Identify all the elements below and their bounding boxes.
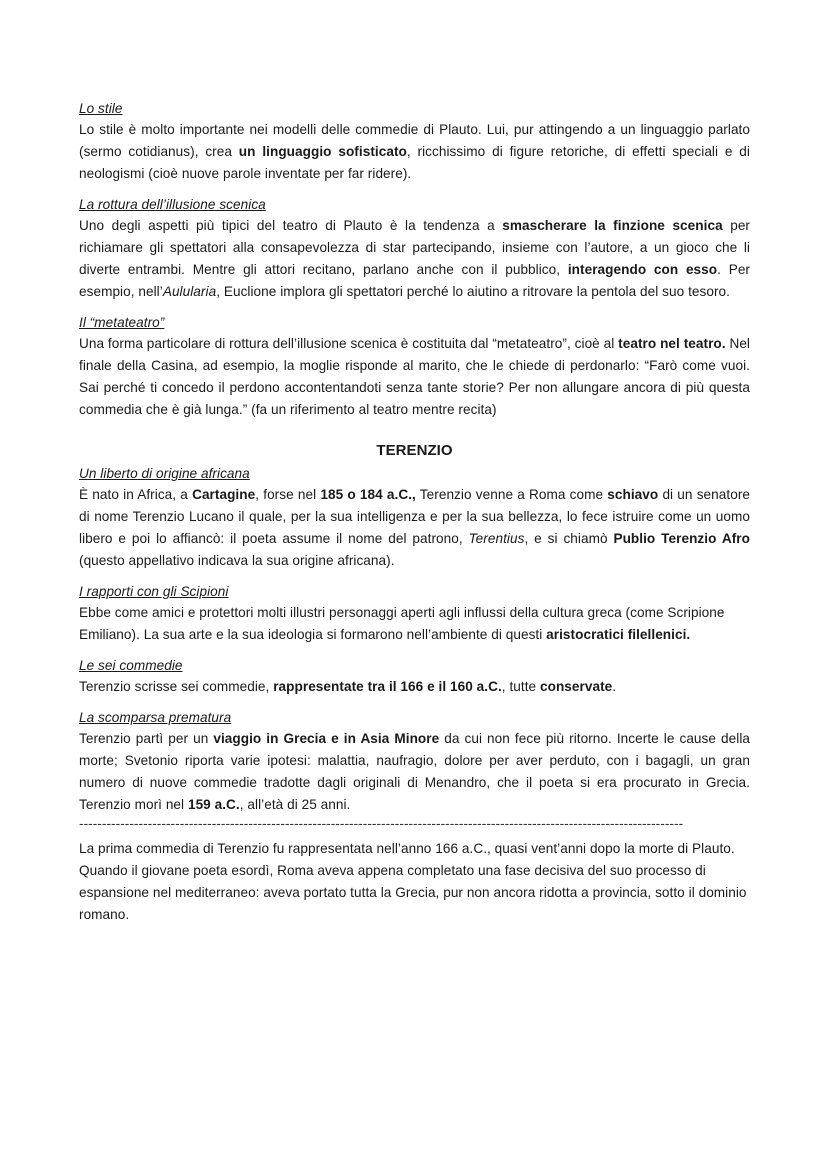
bold-text: Cartagine	[192, 487, 256, 502]
text-run: Lo stile è molto importante nei modelli delle commedie di Plauto. Lui, pur attingendo a un linguaggio parlato (sermo cotidianus), crea	[79, 122, 750, 159]
section-body	[79, 728, 750, 816]
separator-line: ------------------------------------------------------------------------------------------------------------------------------------	[79, 816, 684, 831]
chapter-title: TERENZIO	[376, 442, 453, 459]
text-run: da cui non fece più ritorno. Incerte le cause della morte; Svetonio riporta varie ipotesi: malattia, naufragio, dolore per aver perduto, con i bagagli, un gran numero di nuove commedie tradotte dagli originali di Menandro, che il poeta si era procurato in Grecia. Terenzio morì nel	[79, 731, 750, 812]
section-rottura-illusione	[79, 195, 750, 303]
section-body	[79, 602, 750, 646]
document-page	[79, 99, 750, 926]
section-heading: La scomparsa prematura	[79, 710, 232, 725]
italic-text: Aulularia	[162, 284, 217, 299]
text-run: Terenzio venne a Roma come	[415, 487, 608, 502]
bold-text: viaggio in Grecia e in Asia Minore	[213, 731, 440, 746]
section-body	[79, 333, 750, 421]
text-run: Terenzio partì per un	[79, 731, 214, 746]
text-run: Ebbe come amici e protettori molti illustri personaggi aperti agli influssi della cultura greca (come Scripione Emiliano). La sua arte e la sua ideologia si formarono nell’ambiente di questi	[79, 605, 725, 642]
section-heading: La rottura dell’illusione scenica	[79, 197, 266, 212]
text-run: di un senatore di nome Terenzio Lucano il quale, per la sua intelligenza e per la sua bellezza, lo fece istruire come un uomo libero e poi lo affiancò: il poeta assume il nome del patrono,	[79, 487, 751, 546]
bold-text: aristocratici filellenici.	[546, 627, 691, 642]
text-run: Uno degli aspetti più tipici del teatro di Plauto è la tendenza a	[79, 218, 503, 233]
bold-text: un linguaggio sofisticato	[238, 144, 407, 159]
italic-text: Terentius	[468, 531, 525, 546]
section-liberto	[79, 464, 750, 572]
text-run: , e si chiamò	[524, 531, 614, 546]
bold-text: conservate	[539, 679, 613, 694]
section-body	[79, 119, 750, 185]
bold-text: teatro nel teatro.	[618, 336, 726, 351]
text-run: (questo appellativo indicava la sua origine africana).	[79, 553, 395, 568]
text-run: . Per esempio, nell’	[79, 262, 751, 299]
text-run: Terenzio scrisse sei commedie,	[79, 679, 274, 694]
bold-text: rappresentate tra il 166 e il 160 a.C.	[273, 679, 502, 694]
section-sei-commedie	[79, 656, 750, 698]
section-scomparsa	[79, 708, 750, 816]
section-metateatro	[79, 313, 750, 421]
text-run: , ricchissimo di figure retoriche, di effetti speciali e di neologismi (cioè nuove parole inventate per far ridere).	[79, 144, 750, 181]
bold-text: schiavo	[607, 487, 659, 502]
text-run: per richiamare gli spettatori alla consapevolezza di star partecipando, insieme con l’autore, a un gioco che li diverte entrambi. Mentre gli attori recitano, parlano anche con il pubblico,	[79, 218, 751, 277]
section-body	[79, 484, 750, 572]
text-run: , forse nel	[255, 487, 321, 502]
section-heading: Lo stile	[79, 101, 123, 116]
section-body	[79, 215, 750, 303]
section-heading: Il “metateatro”	[79, 315, 165, 330]
section-heading: Un liberto di origine africana	[79, 466, 250, 481]
bold-text: interagendo con esso	[567, 262, 718, 277]
text-run: , Euclione implora gli spettatori perché lo aiutino a ritrovare la pentola del suo tesoro.	[216, 284, 730, 299]
section-scipioni	[79, 582, 750, 646]
bold-text: 185 o 184 a.C.,	[320, 487, 416, 502]
bold-text: Publio Terenzio Afro	[613, 531, 750, 546]
section-heading: Le sei commedie	[79, 658, 183, 673]
text-run: .	[612, 679, 617, 694]
section-heading: I rapporti con gli Scipioni	[79, 584, 229, 599]
text-run: , tutte	[501, 679, 540, 694]
text-run: Nel finale della Casina, ad esempio, la moglie risponde al marito, che le chiede di perdonarlo: “Farò come vuoi. Sai perché ti concedo il perdono accontentandoti senza tante storie? Per non allungare ancora di più questa commedia che è già lunga.” (fa un riferimento al teatro mentre recita)	[79, 336, 750, 417]
section-lo-stile	[79, 99, 750, 185]
text-run: Una forma particolare di rottura dell’illusione scenica è costituita dal “metateatro”, cioè al	[79, 336, 619, 351]
section-body	[79, 676, 750, 698]
text-run: , all’età di 25 anni.	[239, 797, 351, 812]
bold-text: 159 a.C.	[187, 797, 240, 812]
bold-text: smascherare la finzione scenica	[502, 218, 723, 233]
text-run: È nato in Africa, a	[79, 487, 193, 502]
closing-paragraph: La prima commedia di Terenzio fu rappresentata nell’anno 166 a.C., quasi vent’anni dopo la morte di Plauto. Quando il giovane poeta esordì, Roma aveva appena completato una fase decisiva del suo processo di espansione nel mediterraneo: aveva portato tutta la Grecia, pur non ancora ridotta a provincia, sotto il dominio romano.	[79, 841, 747, 922]
